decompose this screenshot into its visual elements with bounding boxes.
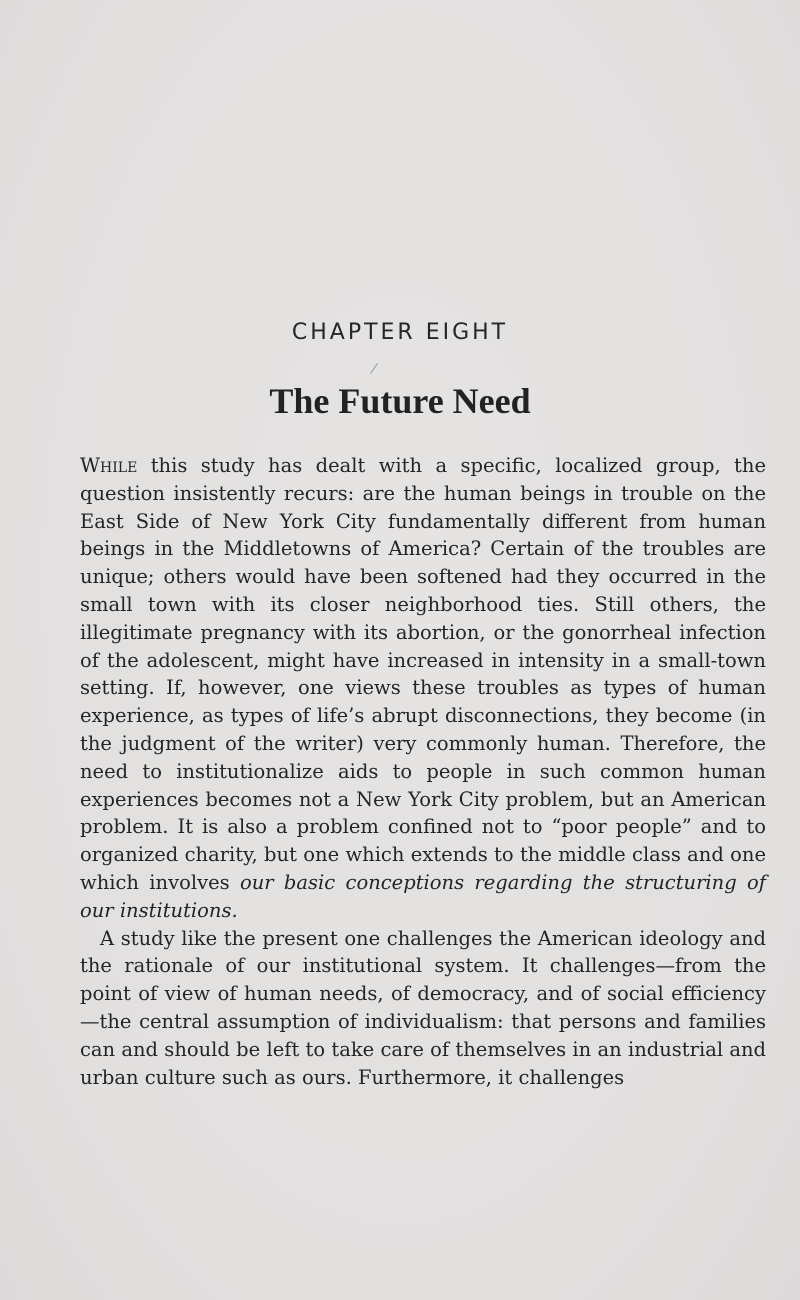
paragraph-1 (80, 452, 766, 925)
paragraph-lead-word: While (80, 454, 138, 477)
paragraph-2 (80, 925, 766, 1092)
paragraph-1-text: this study has dealt with a specific, localized group, the question insistently recurs: are the human beings in trouble on the East Side of New York City fundamentally different from human beings in the Middletowns of America? Certain of the troubles are unique; others would have been softened had they occurred in the small town with its closer neighborhood ties. Still others, the illegitimate pregnancy with its abortion, or the gonorrheal infection of the adolescent, might have increased in intensity in a small-town setting. If, however, one views these troubles as types of human experience, as types of life’s abrupt disconnections, they become (in the judgment of the writer) very commonly human. Therefore, the need to institutionalize aids to people in such common human experiences becomes not a New York City problem, but an American problem. It is also a problem confined not to “poor people” and to organized charity, but one which extends to the middle class and one which involves (80, 454, 766, 894)
body-text (80, 452, 766, 1091)
chapter-title: The Future Need (269, 381, 531, 421)
chapter-label: CHAPTER EIGHT (291, 320, 509, 345)
stray-pencil-mark (370, 363, 378, 373)
paragraph-1-italic: our basic conceptions regarding the structuring of our institutions. (80, 870, 766, 922)
paragraph-2-text: A study like the present one challenges the American ideology and the rationale of our institutional system. It challenges—from the point of view of human needs, of democracy, and of social efficiency—the central assumption of individualism: that persons and families can and should be left to take care of themselves in an industrial and urban culture such as ours. Furthermore, it challenges (80, 926, 766, 1089)
